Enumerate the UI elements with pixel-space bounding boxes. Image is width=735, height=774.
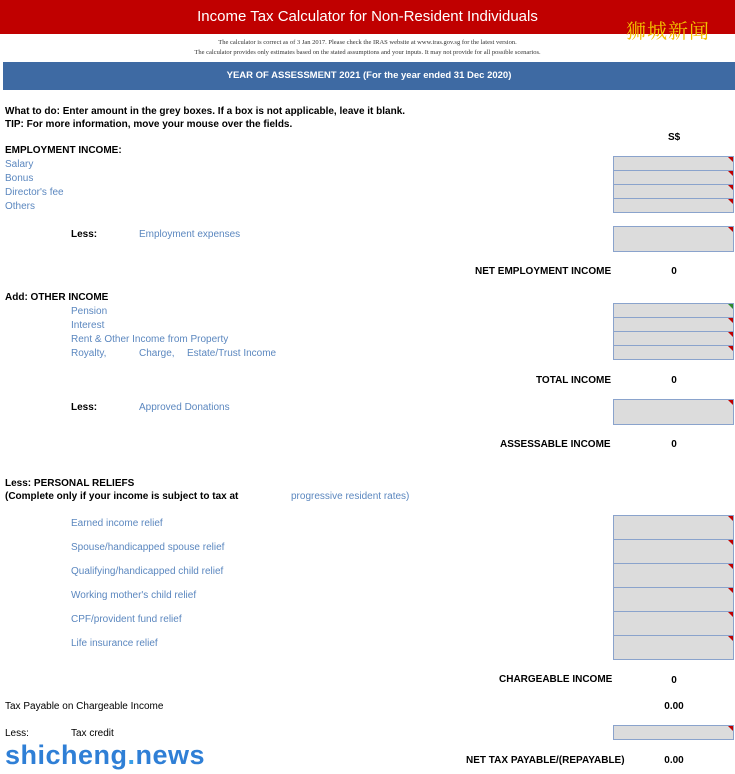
disclaimer-line-2: The calculator provides only estimates based on the stated assumptions and your inputs. It may not provide for all possible scenarios. [194, 49, 541, 56]
cpf-relief-input[interactable] [613, 611, 734, 636]
instructions-tip: TIP: For more information, move your mouse over the fields. [5, 119, 293, 130]
watermark-left: shicheng [5, 740, 128, 770]
comment-marker [728, 636, 733, 641]
bonus-label: Bonus [5, 173, 34, 184]
directors-fee-label: Director's fee [5, 187, 64, 198]
comment-marker [728, 400, 733, 405]
tax-payable-value: 0.00 [664, 701, 684, 712]
child-relief-label: Qualifying/handicapped child relief [71, 566, 224, 577]
less-donations-label: Less: [71, 402, 98, 413]
comment-marker [728, 540, 733, 545]
watermark-dot: . [127, 740, 136, 770]
royalty-income-input[interactable] [613, 345, 734, 360]
chargeable-income-label: CHARGEABLE INCOME [499, 674, 613, 685]
comment-marker [728, 726, 733, 731]
currency-label: S$ [668, 132, 681, 143]
comment-marker [728, 185, 733, 190]
interest-label: Interest [71, 320, 105, 331]
child-relief-input[interactable] [613, 563, 734, 588]
comment-marker [728, 346, 733, 351]
comment-marker [728, 227, 733, 232]
net-tax-payable-value: 0.00 [664, 755, 684, 766]
interest-input[interactable] [613, 317, 734, 332]
others-label: Others [5, 201, 36, 212]
page-title: Income Tax Calculator for Non-Resident Individuals [197, 8, 538, 25]
tax-payable-label: Tax Payable on Chargeable Income [5, 701, 164, 712]
disclaimer-line-1: The calculator is correct as of 3 Jan 2017. Please check the IRAS website at www.iras.gov.sg for the latest version. [218, 39, 517, 46]
tax-credit-label: Tax credit [71, 728, 114, 739]
personal-reliefs-heading: Less: PERSONAL RELIEFS [5, 478, 135, 489]
assessable-income-value: 0 [671, 439, 677, 450]
comment-marker [728, 157, 733, 162]
total-income-label: TOTAL INCOME [536, 375, 611, 386]
directors-fee-input[interactable] [613, 184, 734, 199]
assessable-income-label: ASSESSABLE INCOME [500, 439, 611, 450]
working-mother-relief-label: Working mother's child relief [71, 590, 197, 601]
watermark-site-name [5, 740, 205, 771]
less-tax-credit-label: Less: [5, 728, 29, 739]
comment-marker [728, 318, 733, 323]
net-employment-income-label: NET EMPLOYMENT INCOME [475, 266, 612, 277]
employment-expenses-input[interactable] [613, 226, 734, 252]
royalty-label: Royalty, [71, 348, 107, 359]
approved-donations-input[interactable] [613, 399, 734, 425]
total-income-value: 0 [671, 375, 677, 386]
year-of-assessment: YEAR OF ASSESSMENT 2021 (For the year ended 31 Dec 2020) [226, 70, 512, 81]
comment-marker [728, 332, 733, 337]
rent-income-input[interactable] [613, 331, 734, 346]
cpf-relief-label: CPF/provident fund relief [71, 614, 182, 625]
others-input[interactable] [613, 198, 734, 213]
comment-marker [728, 516, 733, 521]
spouse-relief-input[interactable] [613, 539, 734, 564]
comment-marker [728, 588, 733, 593]
personal-reliefs-subheading: (Complete only if your income is subject to tax at [5, 491, 239, 502]
estate-trust-income-label: Estate/Trust Income [187, 348, 277, 359]
pension-input[interactable] [613, 303, 734, 318]
life-insurance-relief-label: Life insurance relief [71, 638, 158, 649]
employment-expenses-label: Employment expenses [139, 229, 241, 240]
watermark-logo-text: 狮城新闻 [626, 21, 710, 43]
instructions-what-to-do: What to do: Enter amount in the grey boxes. If a box is not applicable, leave it blank. [5, 106, 406, 117]
working-mother-relief-input[interactable] [613, 587, 734, 612]
salary-input[interactable] [613, 156, 734, 171]
comment-marker [728, 171, 733, 176]
bonus-input[interactable] [613, 170, 734, 185]
comment-marker [728, 564, 733, 569]
progressive-rates-link[interactable]: progressive resident rates) [291, 491, 410, 502]
approved-donations-label: Approved Donations [139, 402, 230, 413]
employment-heading: EMPLOYMENT INCOME: [5, 145, 122, 156]
charge-label: Charge, [139, 348, 175, 359]
earned-income-relief-input[interactable] [613, 515, 734, 540]
other-income-heading: Add: OTHER INCOME [5, 292, 109, 303]
net-employment-income-value: 0 [671, 266, 677, 277]
less-label: Less: [71, 229, 98, 240]
spouse-relief-label: Spouse/handicapped spouse relief [71, 542, 225, 553]
net-tax-payable-label: NET TAX PAYABLE/(REPAYABLE) [466, 755, 625, 766]
salary-label: Salary [5, 159, 34, 170]
comment-marker [728, 612, 733, 617]
comment-marker [728, 304, 733, 309]
pension-label: Pension [71, 306, 108, 317]
watermark-right: news [135, 740, 206, 770]
chargeable-income-value: 0 [671, 675, 677, 686]
life-insurance-relief-input[interactable] [613, 635, 734, 660]
earned-income-relief-label: Earned income relief [71, 518, 163, 529]
comment-marker [728, 199, 733, 204]
tax-credit-input[interactable] [613, 725, 734, 740]
rent-income-label: Rent & Other Income from Property [71, 334, 229, 345]
